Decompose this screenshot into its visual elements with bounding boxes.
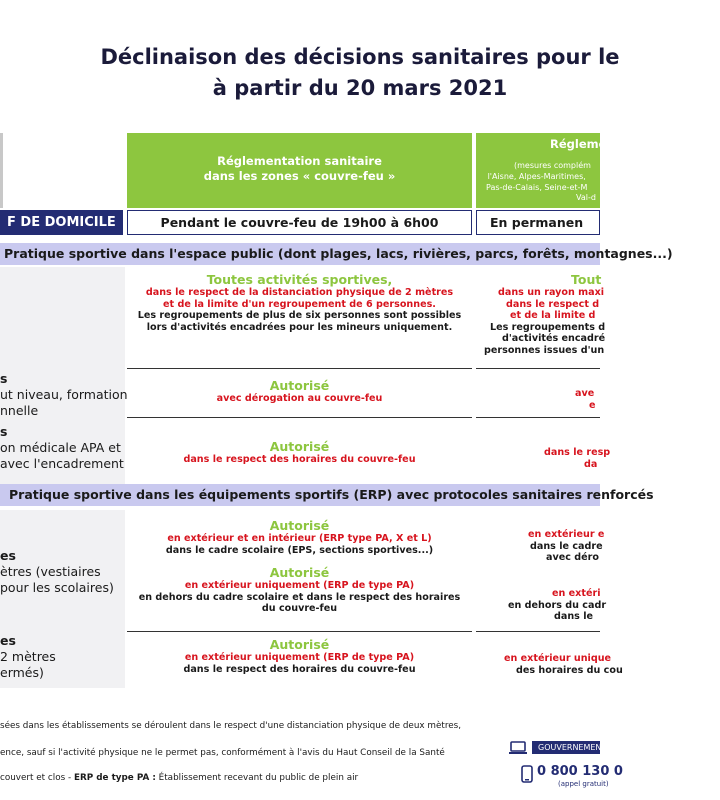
renforce-header-title: Réglementa [550,137,628,151]
all-activities-right-red3: et de la limite d [510,310,596,321]
erp-row2-right-black: des horaires du cou [516,664,623,676]
gouvernement-label: GOUVERNEMENT [538,743,607,752]
erp-scolaire-cell [127,518,472,556]
row-separator [476,368,600,369]
couvre-feu-header-line1: Réglementation sanitaire [217,154,382,168]
all-activities-right-head: Tout [571,272,602,287]
erp-hors-scolaire-cell [127,565,472,615]
footnote-3-post: Établissement recevant du public de plein air [155,773,359,783]
erp-row2-red: en extérieur uniquement (ERP de type PA) [184,652,415,663]
erp-hors-scolaire-head: Autorisé [269,565,330,580]
attestation-label: F DE DOMICILE [7,215,116,230]
all-activities-right-black3: personnes issues d'un [484,344,605,356]
erp-row2-label-3: ermés) [0,665,44,680]
left-column-edge [0,133,3,208]
all-activities-red2: et de la limite d'un regroupement de 6 personnes. [163,298,436,310]
footnote-2: ence, sauf si l'activité physique ne le permet pas, conformément à l'avis du Haut Conseil de la Santé [0,748,445,758]
erp-hors-scolaire-black2: du couvre-feu [261,603,338,614]
phone-icon [520,765,534,783]
erp-hors-scolaire-red: en extérieur uniquement (ERP de type PA) [184,580,415,591]
apa-right-red2: da [584,458,598,470]
all-activities-black2: lors d'activités encadrées pour les mineurs uniquement. [146,321,453,333]
all-activities-head: Toutes activités sportives, [206,272,393,287]
apa-label [0,424,124,472]
all-activities-cell [127,272,472,333]
row-separator [127,368,472,369]
gouvernement-badge [532,741,607,754]
renforce-sub2: l'Aisne, Alpes-Maritimes, [487,172,586,181]
all-activities-right-red2: dans le respect d [506,298,600,310]
high-level-right-red2: e [589,399,596,411]
high-level-label [0,371,128,419]
section-1-title: Pratique sportive dans l'espace public (dont plages, lacs, rivières, parcs, forêts, montagnes...) [4,246,673,261]
couvre-feu-header [127,133,472,208]
erp-row2-right-cell [476,653,623,676]
all-activities-right-black2: d'activités encadré [502,333,606,344]
laptop-icon [508,740,528,754]
erp-row2-label [0,633,56,681]
permanent-box [476,210,600,235]
erp-hors-scolaire-right-red: en extéri [552,588,601,599]
erp-row2-label-1: es [0,633,16,648]
erp-hors-scolaire-black1: en dehors du cadre scolaire et dans le respect des horaires [138,591,461,603]
renforce-header [476,133,628,208]
all-activities-right-red1: dans un rayon maxi [498,287,605,298]
curfew-hours-box [127,210,472,235]
row-separator [476,631,600,632]
erp-hors-scolaire-right-black1: en dehors du cadr [508,599,607,611]
apa-right-red1: dans le resp [544,447,611,458]
row-separator [476,417,600,418]
phone-note: (appel gratuit) [558,780,609,788]
footnote-1: sées dans les établissements se déroulent dans le respect d'une distanciation physique de deux mètres, [0,721,462,731]
erp-row1-label-1: es [0,548,16,563]
erp-scolaire-right-cell [476,529,605,564]
high-level-right-red1: ave [575,388,595,399]
apa-right-cell [476,447,611,470]
row-separator [127,631,472,632]
row-separator [127,417,472,418]
high-level-red: avec dérogation au couvre-feu [216,393,383,404]
curfew-hours-text: Pendant le couvre-feu de 19h00 à 6h00 [160,215,439,230]
navy-bar-left [0,210,123,235]
erp-row2-right-red: en extérieur unique [504,653,612,664]
footnote-3-pre: couvert et clos - [0,773,74,783]
high-level-label-3: nnelle [0,403,39,418]
all-activities-right-cell [476,272,606,356]
all-activities-red1: dans le respect de la distanciation physique de 2 mètres [145,287,454,298]
section-1-bar [0,243,673,265]
high-level-label-2: ut niveau, formation [0,387,128,402]
erp-scolaire-red: en extérieur et en intérieur (ERP type PA, X et L) [167,533,432,544]
erp-hors-scolaire-right-black2: dans le [554,611,594,622]
section-2-bar [0,484,654,506]
page-title: Déclinaison des décisions sanitaires pour le [100,45,620,69]
renforce-sub1: (mesures complém [514,161,591,170]
permanent-text: En permanen [490,215,584,230]
all-activities-right-black1: Les regroupements d [490,321,606,333]
erp-row2-black: dans le respect des horaires du couvre-feu [183,663,416,675]
high-level-label-1: s [0,371,8,386]
erp-row2-head: Autorisé [269,637,330,652]
erp-row2-label-2: 2 mètres [0,649,56,664]
apa-label-2: on médicale APA et [0,440,121,455]
erp-scolaire-right-red: en extérieur e [528,529,605,540]
erp-scolaire-right-black1: dans le cadre [530,540,603,552]
all-activities-black1: Les regroupements de plus de six personnes sont possibles [137,310,462,321]
section-2-title: Pratique sportive dans les équipements sportifs (ERP) avec protocoles sanitaires renforcés [9,487,654,502]
erp-scolaire-head: Autorisé [269,518,330,533]
apa-head: Autorisé [269,439,330,454]
footnote-3-bold: ERP de type PA : [73,773,156,783]
apa-label-3: avec l'encadrement [0,456,124,471]
erp-row2-cell [127,637,472,675]
high-level-right-cell [476,388,600,411]
couvre-feu-header-line2: dans les zones « couvre-feu » [203,169,396,183]
erp-scolaire-black: dans le cadre scolaire (EPS, sections sportives...) [165,544,434,556]
erp-hors-scolaire-right-cell [476,588,607,623]
footnote-3 [0,773,358,784]
renforce-sub4: Val-d [576,193,596,202]
phone-number: 0 800 130 0 [537,764,623,779]
apa-red: dans le respect des horaires du couvre-feu [183,454,416,465]
erp-row1-label-2: ètres (vestiaires [0,564,101,579]
erp-row1-label-3: pour les scolaires) [0,580,114,595]
page-subtitle: à partir du 20 mars 2021 [212,76,508,100]
high-level-cell [127,378,472,405]
erp-scolaire-right-black2: avec déro [546,552,599,563]
apa-label-1: s [0,424,8,439]
apa-cell [127,439,472,466]
erp-row1-label [0,548,114,596]
high-level-head: Autorisé [269,378,330,393]
renforce-sub3: Pas-de-Calais, Seine-et-M [486,182,588,192]
